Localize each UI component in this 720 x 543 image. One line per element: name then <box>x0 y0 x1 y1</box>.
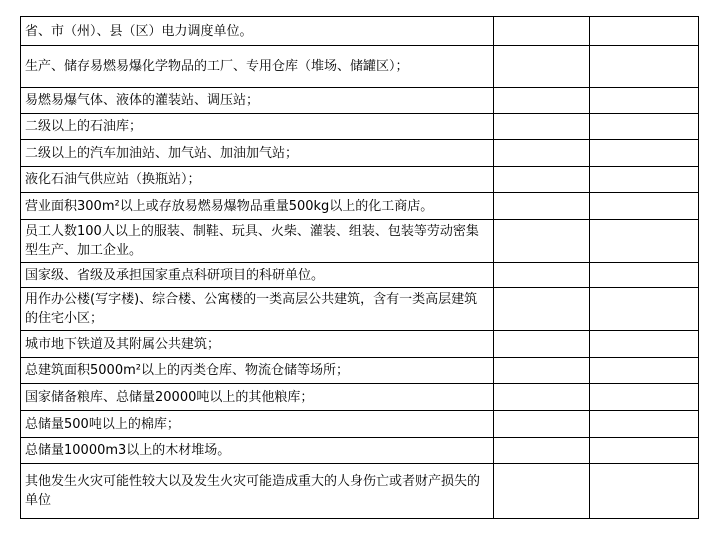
unit-description-cell: 液化石油气供应站（换瓶站）； <box>21 167 494 193</box>
table-row <box>21 88 699 114</box>
empty-cell <box>494 358 590 384</box>
table-row <box>21 263 699 288</box>
table-row <box>21 140 699 167</box>
table-row <box>21 17 699 46</box>
unit-description-cell: 生产、储存易燃易爆化学物品的工厂、专用仓库（堆场、储罐区）； <box>21 46 494 88</box>
table-row <box>21 384 699 411</box>
empty-cell <box>590 263 699 288</box>
empty-cell <box>590 46 699 88</box>
empty-cell <box>590 331 699 358</box>
empty-cell <box>494 88 590 114</box>
table-row <box>21 193 699 220</box>
empty-cell <box>494 17 590 46</box>
empty-cell <box>494 193 590 220</box>
table-row <box>21 438 699 464</box>
table-row <box>21 167 699 193</box>
unit-description-cell: 省、市（州）、县（区）电力调度单位。 <box>21 17 494 46</box>
unit-description-cell: 用作办公楼(写字楼)、综合楼、公寓楼的一类高层公共建筑，含有一类高层建筑的住宅小区； <box>21 288 494 331</box>
units-table <box>20 16 699 519</box>
table-row <box>21 331 699 358</box>
empty-cell <box>494 140 590 167</box>
empty-cell <box>590 167 699 193</box>
empty-cell <box>494 411 590 438</box>
unit-description-cell: 国家储备粮库、总储量20000吨以上的其他粮库； <box>21 384 494 411</box>
empty-cell <box>590 140 699 167</box>
unit-description-cell: 总储量10000m3以上的木材堆场。 <box>21 438 494 464</box>
table-row <box>21 288 699 331</box>
empty-cell <box>590 411 699 438</box>
empty-cell <box>494 46 590 88</box>
table-row <box>21 114 699 140</box>
empty-cell <box>494 464 590 519</box>
empty-cell <box>590 438 699 464</box>
unit-description-cell: 员工人数100人以上的服装、制鞋、玩具、火柴、灌装、组装、包装等劳动密集型生产、加工企业。 <box>21 220 494 263</box>
empty-cell <box>590 88 699 114</box>
unit-description-cell: 总储量500吨以上的棉库； <box>21 411 494 438</box>
unit-description-cell: 城市地下铁道及其附属公共建筑； <box>21 331 494 358</box>
unit-description-cell: 国家级、省级及承担国家重点科研项目的科研单位。 <box>21 263 494 288</box>
empty-cell <box>590 220 699 263</box>
empty-cell <box>590 114 699 140</box>
unit-description-cell: 二级以上的石油库； <box>21 114 494 140</box>
empty-cell <box>494 384 590 411</box>
unit-description-cell: 二级以上的汽车加油站、加气站、加油加气站； <box>21 140 494 167</box>
empty-cell <box>590 193 699 220</box>
empty-cell <box>590 358 699 384</box>
table-row <box>21 358 699 384</box>
empty-cell <box>494 114 590 140</box>
empty-cell <box>590 384 699 411</box>
empty-cell <box>494 331 590 358</box>
empty-cell <box>494 288 590 331</box>
table-row <box>21 220 699 263</box>
unit-description-cell: 总建筑面积5000m²以上的丙类仓库、物流仓储等场所； <box>21 358 494 384</box>
empty-cell <box>590 464 699 519</box>
table-row <box>21 411 699 438</box>
empty-cell <box>494 220 590 263</box>
empty-cell <box>590 288 699 331</box>
empty-cell <box>494 167 590 193</box>
empty-cell <box>494 438 590 464</box>
empty-cell <box>590 17 699 46</box>
empty-cell <box>494 263 590 288</box>
unit-description-cell: 营业面积300m²以上或存放易燃易爆物品重量500kg以上的化工商店。 <box>21 193 494 220</box>
table-row <box>21 46 699 88</box>
unit-description-cell: 易燃易爆气体、液体的灌装站、调压站； <box>21 88 494 114</box>
unit-description-cell: 其他发生火灾可能性较大以及发生火灾可能造成重大的人身伤亡或者财产损失的单位 <box>21 464 494 519</box>
table-row <box>21 464 699 519</box>
